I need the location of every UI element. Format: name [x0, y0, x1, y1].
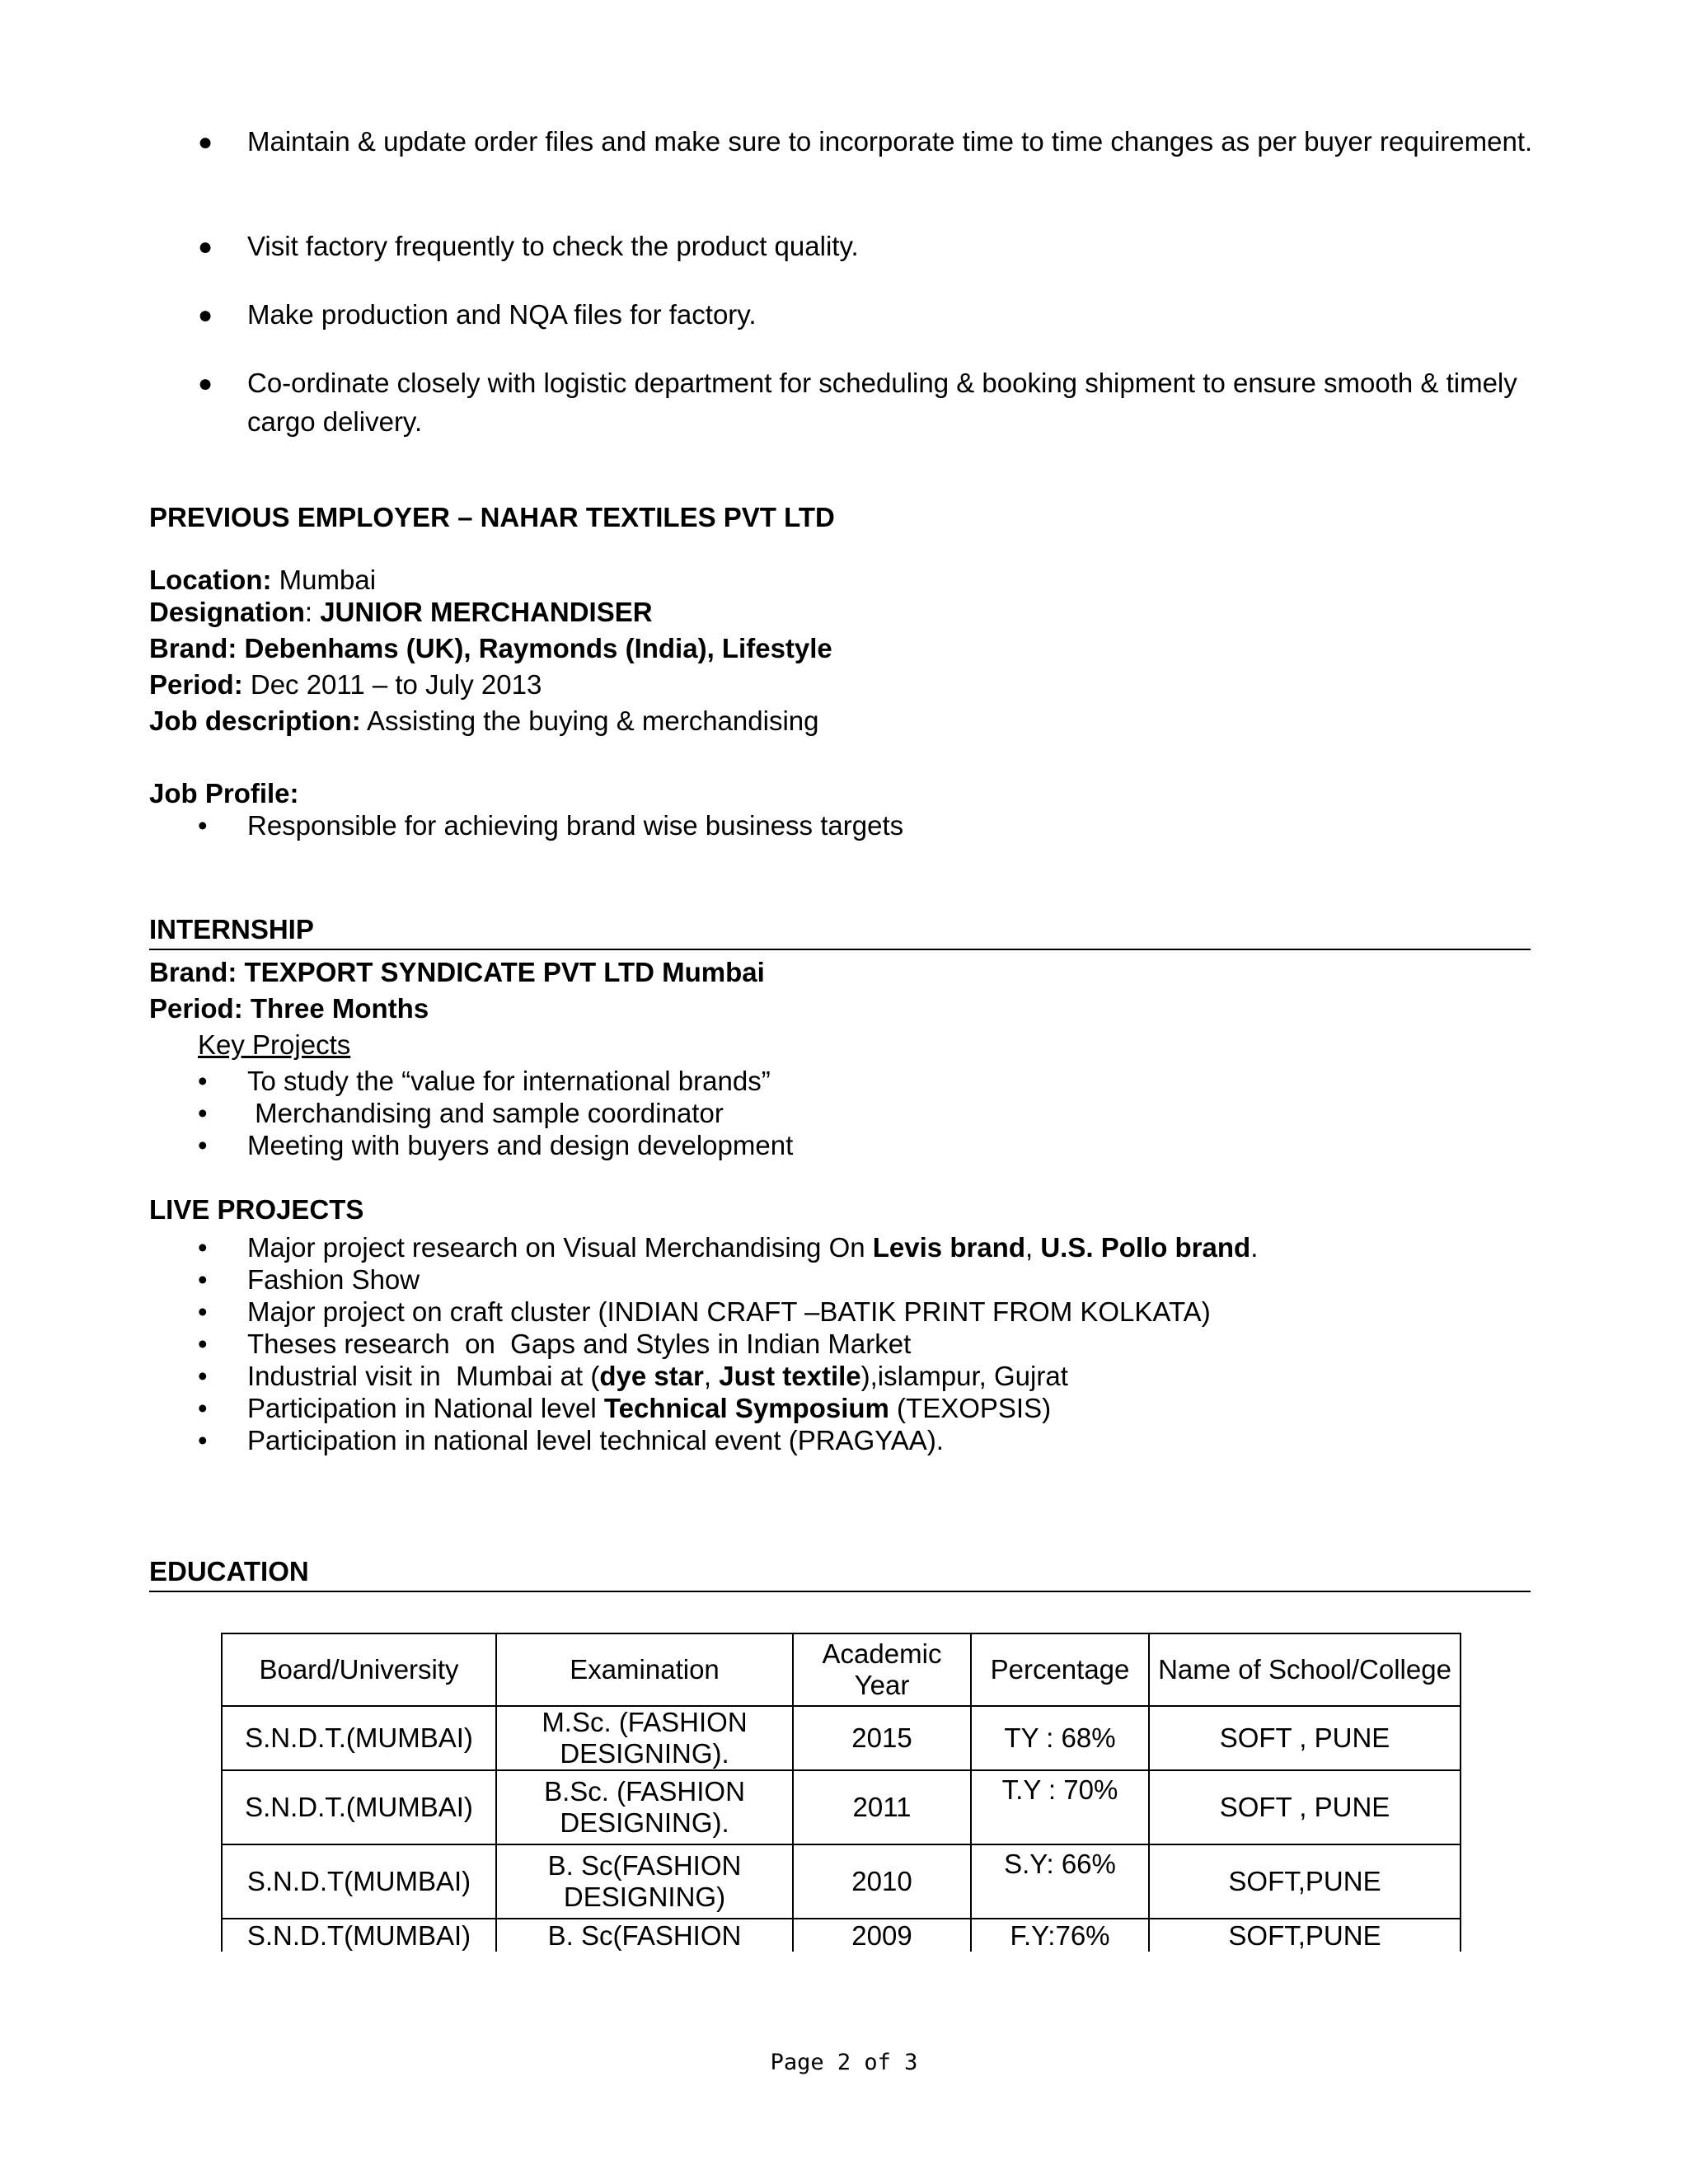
internship-item: Merchandising and sample coordinator [247, 1098, 724, 1128]
column-header: Percentage [971, 1633, 1149, 1706]
internship-brand: Brand: TEXPORT SYNDICATE PVT LTD Mumbai [149, 957, 765, 987]
table-cell: S.N.D.T(MUMBAI) [222, 1919, 496, 1952]
duty-bullet: Maintain & update order files and make sure to incorporate time to time changes as per buyer requirement. [247, 126, 1533, 157]
internship-heading: INTERNSHIP [149, 914, 314, 944]
text-run: . [1250, 1232, 1259, 1263]
table-cell: S.Y: 66% [971, 1844, 1149, 1919]
duty-bullet: Make production and NQA files for factory. [247, 299, 757, 330]
live-project-item: Participation in national level technical event (PRAGYAA). [247, 1425, 944, 1455]
table-row [222, 1844, 1461, 1919]
key-projects-label: Key Projects [198, 1029, 351, 1060]
designation-separator: : [304, 597, 321, 627]
live-project-item [247, 1231, 1258, 1264]
text-run: ),islampur, Gujrat [860, 1361, 1068, 1391]
designation-line [149, 596, 653, 629]
location-label: Location: [149, 565, 272, 595]
table-cell: B. Sc(FASHION DESIGNING) [496, 1844, 793, 1919]
bullet-dot: • [198, 1232, 208, 1263]
bullet-dot: • [198, 1393, 208, 1423]
bullet-dot: • [198, 810, 208, 841]
table-row [222, 1706, 1461, 1770]
table-cell: S.N.D.T.(MUMBAI) [222, 1706, 496, 1770]
table-header-row [222, 1633, 1461, 1706]
job-description-line [149, 705, 819, 738]
duty-bullet: Visit factory frequently to check the product quality. [247, 231, 859, 261]
text-run: Industrial visit in Mumbai at ( [247, 1361, 600, 1391]
bullet-dot: • [198, 1329, 208, 1359]
education-table [221, 1633, 1461, 1952]
duty-bullet: Co-ordinate closely with logistic department for scheduling & booking shipment to ensure smooth & timely cargo delivery. [247, 368, 1517, 437]
bullet-dot: ● [198, 302, 213, 329]
job-description-label: Job description: [149, 705, 361, 736]
table-cell: F.Y:76% [971, 1919, 1149, 1952]
section-divider [149, 1591, 1531, 1592]
internship-item: Meeting with buyers and design development [247, 1130, 794, 1160]
table-cell: B.Sc. (FASHION DESIGNING). [496, 1770, 793, 1844]
live-projects-heading: LIVE PROJECTS [149, 1194, 364, 1225]
table-cell: SOFT , PUNE [1149, 1706, 1461, 1770]
column-header: Name of School/College [1149, 1633, 1461, 1706]
text-run-bold: Just textile [719, 1361, 861, 1391]
location-value: Mumbai [271, 565, 377, 595]
text-run-bold: dye star [599, 1361, 704, 1391]
table-cell: 2015 [793, 1706, 971, 1770]
bullet-dot: ● [198, 233, 213, 260]
designation-label: Designation [149, 597, 305, 627]
table-cell: TY : 68% [971, 1706, 1149, 1770]
bullet-dot: • [198, 1425, 208, 1455]
job-description-value: Assisting the buying & merchandising [360, 705, 819, 736]
table-cell: 2011 [793, 1770, 971, 1844]
table-row [222, 1770, 1461, 1844]
live-project-item: Fashion Show [247, 1264, 420, 1295]
table-row [222, 1919, 1461, 1952]
bullet-dot: ● [198, 370, 213, 397]
page-footer: Page 2 of 3 [770, 2050, 918, 2075]
table-cell: S.N.D.T.(MUMBAI) [222, 1770, 496, 1844]
table-cell: S.N.D.T(MUMBAI) [222, 1844, 496, 1919]
internship-item: To study the “value for international brands” [247, 1066, 771, 1096]
bullet-dot: • [198, 1066, 208, 1096]
table-cell: SOFT,PUNE [1149, 1919, 1461, 1952]
previous-employer-heading: PREVIOUS EMPLOYER – NAHAR TEXTILES PVT LTD [149, 502, 835, 532]
location-line [149, 564, 376, 597]
bullet-dot: • [198, 1130, 208, 1160]
bullet-dot: • [198, 1361, 208, 1391]
period-value: Dec 2011 – to July 2013 [242, 669, 542, 700]
table-cell: 2009 [793, 1919, 971, 1952]
bullet-dot: • [198, 1264, 208, 1295]
text-run-bold: Technical Symposium [603, 1393, 889, 1423]
text-run: , [703, 1361, 720, 1391]
live-project-item [247, 1360, 1068, 1393]
text-run-bold: U.S. Pollo brand [1040, 1232, 1251, 1263]
table-cell: SOFT,PUNE [1149, 1844, 1461, 1919]
text-run-bold: Levis brand [872, 1232, 1025, 1263]
column-header: Academic Year [793, 1633, 971, 1706]
table-cell: SOFT , PUNE [1149, 1770, 1461, 1844]
period-line [149, 668, 542, 701]
table-cell: 2010 [793, 1844, 971, 1919]
text-run: (TEXOPSIS) [889, 1393, 1052, 1423]
live-project-item: Major project on craft cluster (INDIAN CRAFT –BATIK PRINT FROM KOLKATA) [247, 1296, 1211, 1327]
text-run: , [1025, 1232, 1041, 1263]
bullet-dot: ● [198, 129, 213, 156]
internship-period: Period: Three Months [149, 993, 429, 1024]
brand-line: Brand: Debenhams (UK), Raymonds (India), Lifestyle [149, 633, 832, 663]
table-cell: B. Sc(FASHION [496, 1919, 793, 1952]
table-cell: T.Y : 70% [971, 1770, 1149, 1844]
column-header: Examination [496, 1633, 793, 1706]
text-run: Major project research on Visual Merchandising On [247, 1232, 873, 1263]
table-cell: M.Sc. (FASHION DESIGNING). [496, 1706, 793, 1770]
education-heading: EDUCATION [149, 1556, 309, 1586]
bullet-dot: • [198, 1296, 208, 1327]
live-project-item [247, 1392, 1051, 1425]
text-run: Participation in National level [247, 1393, 604, 1423]
job-profile-item: Responsible for achieving brand wise business targets [247, 810, 904, 841]
section-divider [149, 949, 1531, 950]
job-profile-label: Job Profile: [149, 778, 299, 808]
column-header: Board/University [222, 1633, 496, 1706]
designation-value: JUNIOR MERCHANDISER [320, 597, 653, 627]
bullet-dot: • [198, 1098, 208, 1128]
live-project-item: Theses research on Gaps and Styles in Indian Market [247, 1329, 912, 1359]
period-label: Period: [149, 669, 243, 700]
